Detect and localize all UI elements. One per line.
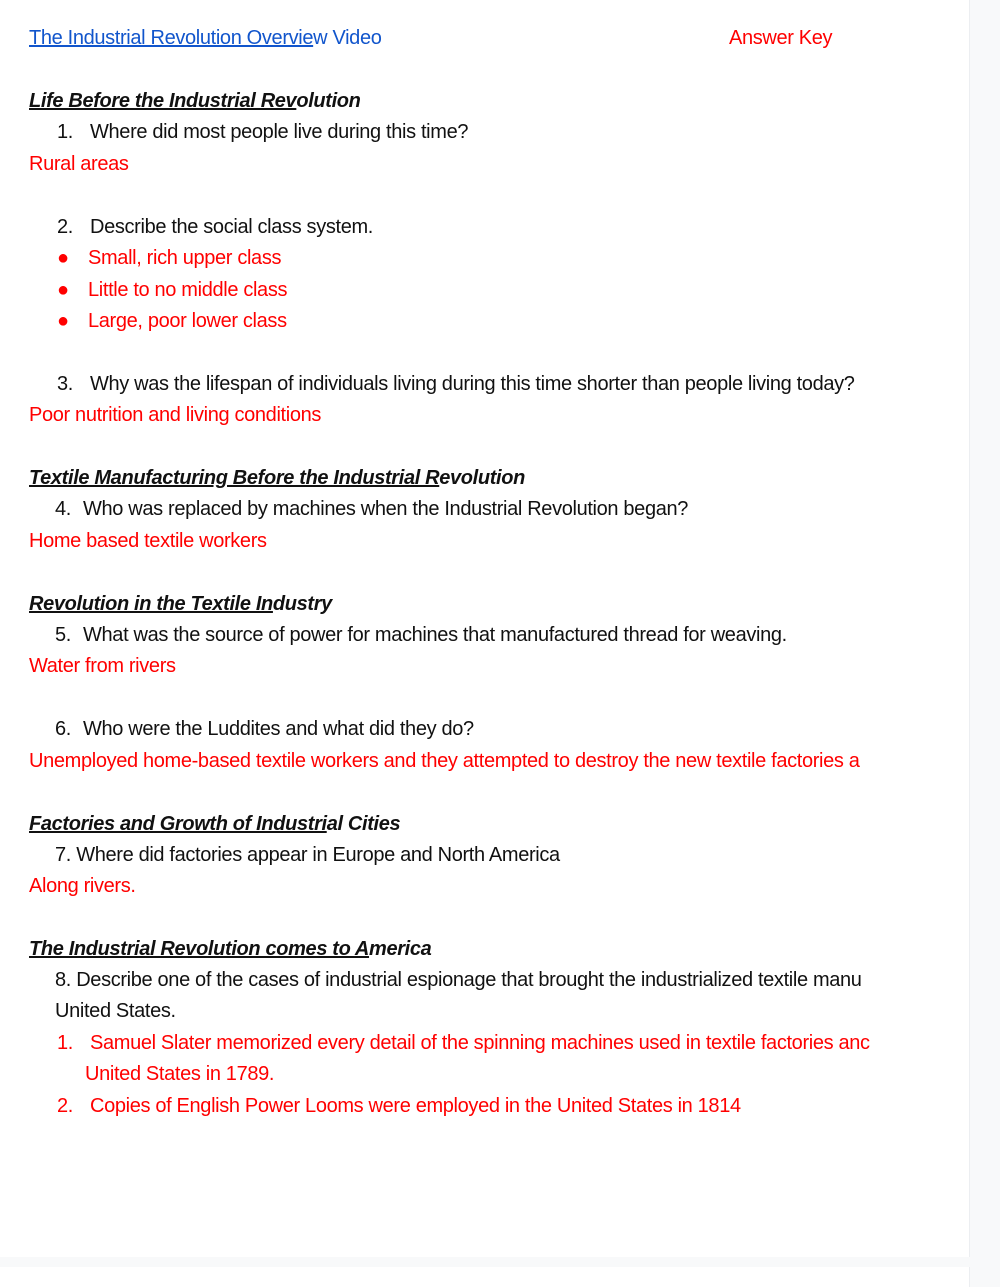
question-number: 6. xyxy=(55,718,71,740)
answer-6: Unemployed home-based textile workers and they attempted to destroy the new textile factories a xyxy=(29,750,860,772)
question-text: What was the source of power for machines that manufactured thread for weaving. xyxy=(83,624,787,646)
answer-8-item-1 xyxy=(57,1031,870,1055)
answer-5: Water from rivers xyxy=(29,655,176,677)
question-7 xyxy=(55,843,560,867)
question-1 xyxy=(57,120,468,144)
question-number: 7. xyxy=(55,844,71,866)
question-5 xyxy=(55,623,787,647)
answer-number: 2. xyxy=(57,1095,73,1117)
video-link[interactable] xyxy=(29,26,382,50)
bullet-icon: ● xyxy=(57,279,69,301)
answer-2-bullet-2 xyxy=(57,278,287,302)
heading-underlined-part: Life Before the Industrial Rev xyxy=(29,90,297,112)
answer-2-bullet-1 xyxy=(57,246,281,270)
question-2 xyxy=(57,215,373,239)
bullet-text: Little to no middle class xyxy=(88,279,288,301)
question-text: Describe one of the cases of industrial espionage that brought the industrialized textile manu xyxy=(76,969,862,991)
section-heading-life-before xyxy=(29,89,361,113)
question-3 xyxy=(57,372,855,396)
question-number: 3. xyxy=(57,373,73,395)
question-text: Who were the Luddites and what did they do? xyxy=(83,718,474,740)
section-heading-comes-to-america xyxy=(29,937,431,961)
heading-rest-part: olution xyxy=(296,90,361,112)
answer-7: Along rivers. xyxy=(29,875,136,897)
heading-underlined-part: Factories and Growth of Industri xyxy=(29,813,327,835)
heading-rest-part: merica xyxy=(369,938,432,960)
section-heading-revolution-textile xyxy=(29,592,332,616)
heading-underlined-part: Revolution in the Textile In xyxy=(29,593,273,615)
bullet-text: Small, rich upper class xyxy=(88,247,282,269)
video-link-rest[interactable]: w Video xyxy=(313,27,382,49)
section-heading-factories-cities xyxy=(29,812,400,836)
answer-4: Home based textile workers xyxy=(29,530,267,552)
question-number: 4. xyxy=(55,498,71,520)
question-number: 1. xyxy=(57,121,73,143)
answer-1: Rural areas xyxy=(29,153,129,175)
section-heading-textile-manufacturing xyxy=(29,466,525,490)
question-4 xyxy=(55,497,688,521)
answer-text: Copies of English Power Looms were employed in the United States in 1814 xyxy=(90,1095,741,1117)
question-text: Describe the social class system. xyxy=(90,216,373,238)
question-number: 5. xyxy=(55,624,71,646)
bullet-text: Large, poor lower class xyxy=(88,310,287,332)
heading-rest-part: evolution xyxy=(439,467,525,489)
question-text: Where did most people live during this time? xyxy=(90,121,469,143)
heading-rest-part: al Cities xyxy=(326,813,401,835)
question-number: 2. xyxy=(57,216,73,238)
heading-rest-part: dustry xyxy=(272,593,332,615)
answer-8-item-2 xyxy=(57,1094,741,1118)
question-text: Why was the lifespan of individuals living during this time shorter than people living today? xyxy=(90,373,855,395)
question-text: Who was replaced by machines when the Industrial Revolution began? xyxy=(83,498,689,520)
bullet-icon: ● xyxy=(57,247,69,269)
answer-2-bullet-3 xyxy=(57,309,287,333)
heading-underlined-part: The Industrial Revolution comes to A xyxy=(29,938,370,960)
answer-number: 1. xyxy=(57,1032,73,1054)
answer-text: Samuel Slater memorized every detail of the spinning machines used in textile factories anc xyxy=(90,1032,870,1054)
bullet-icon: ● xyxy=(57,310,69,332)
question-text: Where did factories appear in Europe and North America xyxy=(76,844,560,866)
heading-underlined-part: Textile Manufacturing Before the Industrial R xyxy=(29,467,440,489)
question-8-continuation: United States. xyxy=(55,1000,176,1022)
next-page-edge xyxy=(0,1267,970,1287)
answer-8-item-1-continuation: United States in 1789. xyxy=(85,1063,275,1085)
answer-key-label: Answer Key xyxy=(729,27,833,49)
video-link-underlined[interactable]: The Industrial Revolution Overvie xyxy=(29,27,314,49)
question-8 xyxy=(55,968,862,992)
answer-3: Poor nutrition and living conditions xyxy=(29,404,322,426)
question-number: 8. xyxy=(55,969,71,991)
question-6 xyxy=(55,717,474,741)
